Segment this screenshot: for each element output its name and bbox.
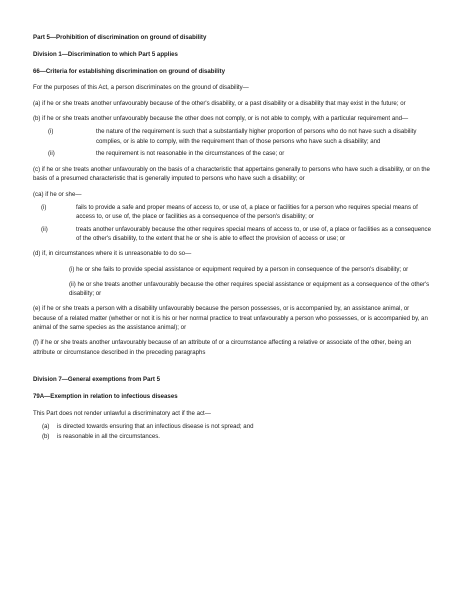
paragraph-f: (f) if he or she treats another unfavourably because of an attribute of or a circumstance affecting a relative or associate of the other, being an attribute or circumstance described in the preceding paragraphs	[33, 339, 412, 356]
item-label: (i)	[41, 204, 47, 212]
list-item	[33, 203, 431, 222]
division-heading: Division 1—Discrimination to which Part 5 applies	[33, 50, 178, 58]
item-text: is reasonable in all the circumstances.	[57, 433, 160, 441]
item-label: (i)	[48, 128, 54, 136]
paragraph-c: (c) if he or she treats another unfavourably on the basis of a characteristic that appertains generally to persons who have such a disability, or on the basis of a presumed characteristic that is generally imputed to persons who have such a disability; or	[33, 166, 430, 183]
section-intro: For the purposes of this Act, a person discriminates on the ground of disability—	[33, 84, 249, 92]
item-label: (b)	[42, 433, 50, 441]
item-text: is directed towards ensuring that an infectious disease is not spread; and	[57, 422, 254, 430]
paragraph-a: (a) if he or she treats another unfavourably because of the other's disability, or a past disability or a disability that may exist in the future; or	[33, 99, 406, 107]
list-item	[48, 127, 431, 146]
list-item	[48, 149, 431, 158]
part-heading: Part 5—Prohibition of discrimination on ground of disability	[33, 34, 207, 41]
item-label: (ii)	[48, 149, 55, 157]
list-item: (ii) he or she treats another unfavourably because the other requires special assistance or equipment as a consequence of the other's disability; or	[69, 280, 430, 298]
division-heading: Division 7—General exemptions from Part 5	[33, 375, 160, 383]
item-text: fails to provide a safe and proper means of access to, or use of, a place or facilities for a person who requires special means of access to, or use of, the place or facilities as a consequence of the person's disability; or	[76, 204, 418, 221]
item-text: the requirement is not reasonable in the circumstances of the case; or	[96, 149, 285, 157]
item-text: the nature of the requirement is such that a substantially higher proportion of persons who do not have such a disability complies, or is able to comply, with the requirement than of those persons who have such a disability; and	[96, 128, 417, 145]
section-intro: This Part does not render unlawful a discriminatory act if the act—	[33, 409, 211, 417]
paragraph-b: (b) if he or she treats another unfavourably because the other does not comply, or is not able to comply, with a particular requirement and—	[33, 114, 409, 122]
paragraph-ca: (ca) if he or she—	[33, 190, 82, 198]
paragraph-e: (e) if he or she treats a person with a disability unfavourably because the person possesses, or is accompanied by, an assistance animal, or because of a related matter (whether or not it is his or her normal practice to treat unfavourably a person who possesses, or is accompanied by, an animal of the same species as the assistance animal); or	[33, 305, 428, 332]
item-label: (ii)	[41, 225, 48, 233]
paragraph-d: (d) if, in circumstances where it is unreasonable to do so—	[33, 250, 192, 258]
item-label: (a)	[42, 422, 50, 430]
section-heading: 66—Criteria for establishing discrimination on ground of disability	[33, 67, 225, 75]
list-item	[33, 422, 431, 431]
item-text: treats another unfavourably because the other requires special means of access to, or use of, a place or facilities as a consequence of the other's disability, to the extent that he or she is able to effect the provision of access or use; or	[76, 225, 431, 242]
list-item: (i) he or she fails to provide special assistance or equipment required by a person in consequence of the person's disability; or	[69, 265, 409, 273]
list-item	[33, 432, 431, 441]
section-gap	[33, 363, 431, 375]
list-item	[33, 225, 431, 244]
section-heading: 79A—Exemption in relation to infectious diseases	[33, 392, 178, 400]
